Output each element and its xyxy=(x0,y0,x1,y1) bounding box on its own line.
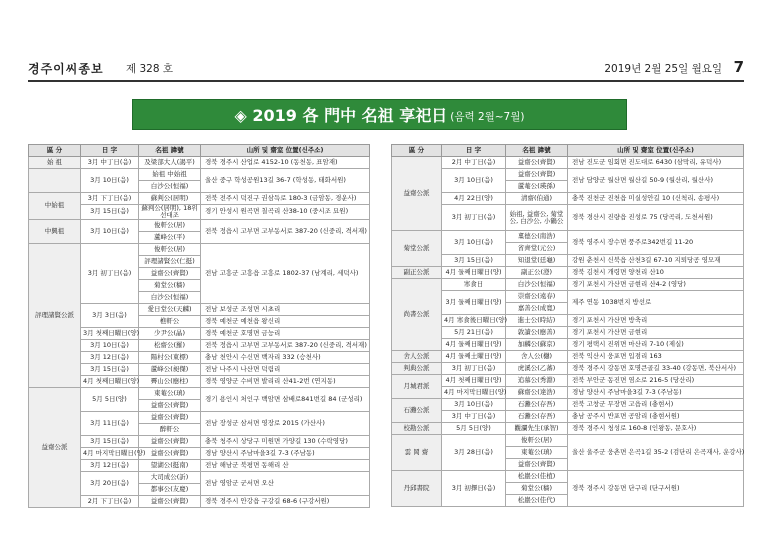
location-cell: 전북 전주시 덕진구 권삼득로 180-3 (금암동, 경운사) xyxy=(201,193,370,205)
location-cell: 전남 영암군 군서면 오산 xyxy=(201,471,370,495)
group-cell: 月城君派 xyxy=(392,375,442,399)
table-row xyxy=(392,327,744,339)
group-cell: 雲 岡 齋 xyxy=(392,435,442,471)
name-cell: 菊堂公(穡) xyxy=(506,483,568,495)
date-cell: 4月 둘째土曜日(양) xyxy=(442,351,506,363)
table-row xyxy=(392,315,744,327)
name-cell: 蘆峰公(平) xyxy=(139,231,201,243)
table-row xyxy=(392,423,744,435)
name-cell: 白沙公(恒福) xyxy=(139,291,201,303)
table-row xyxy=(29,205,370,220)
table-row xyxy=(29,243,370,255)
name-cell: 蘆菴公(瑛孫) xyxy=(506,181,568,193)
name-cell: 副正公(澄) xyxy=(506,267,568,279)
date-cell: 3月 10日(음) xyxy=(442,399,506,411)
location-cell: 경북 경주시 청성로 160-8 (인왕동, 문호사) xyxy=(568,423,744,435)
location-cell: 경기 용인시 처인구 백암면 삼배로841번길 84 (군성리) xyxy=(201,387,370,411)
date-cell: 2月 中丁日(음) xyxy=(442,157,506,169)
location-cell: 경북 영양군 수비면 발리리 산41-2번 (연지동) xyxy=(201,375,370,387)
table-row xyxy=(29,411,370,423)
name-cell: 虎溪公(乙蕃) xyxy=(506,363,568,375)
table-row xyxy=(29,157,370,169)
date-cell: 3月 15日(음) xyxy=(442,255,506,267)
group-cell: 舍人公派 xyxy=(392,351,442,363)
location-cell: 경기 포천시 가산면 금현리 산4-2 (영당) xyxy=(568,279,744,291)
table-row xyxy=(29,387,370,399)
name-cell: 觀瀾先生(承智) xyxy=(506,423,568,435)
location-cell: 충남 공주시 반포면 공암리 (충현서원) xyxy=(568,411,744,423)
table-row xyxy=(392,255,744,267)
group-cell: 副正公派 xyxy=(392,267,442,279)
date-cell: 3月 初丁日(음) xyxy=(442,363,506,375)
page-number: 7 xyxy=(733,58,744,76)
name-cell: 醉軒公 xyxy=(139,423,201,435)
column-header-name: 名祖 諱號 xyxy=(506,145,568,157)
table-row xyxy=(392,375,744,387)
date-cell: 3月 3日(음) xyxy=(81,303,139,327)
table-row xyxy=(392,399,744,411)
table-row xyxy=(392,231,744,243)
date-cell: 5月 5日(양) xyxy=(81,387,139,411)
date-cell: 3月 둘째日曜日(양) xyxy=(442,291,506,315)
table-row xyxy=(392,471,744,483)
page-subtitle: (음력 2월~7월) xyxy=(450,110,525,123)
location-cell: 전북 부안군 동진면 염소로 216-5 (당산리) xyxy=(568,375,744,387)
group-cell: 丹邱書院 xyxy=(392,471,442,507)
table-row xyxy=(392,169,744,181)
name-cell: 白沙公(恒福) xyxy=(506,279,568,291)
name-cell: 大司成公(訢) xyxy=(139,471,201,483)
group-cell: 尚書公派 xyxy=(392,279,442,351)
table-row xyxy=(29,303,370,315)
date-cell: 3月 12日(음) xyxy=(81,459,139,471)
date-cell: 3月 初擇日(음) xyxy=(442,471,506,507)
name-cell: 省齊堂(元公) xyxy=(506,243,568,255)
table-row xyxy=(29,375,370,387)
location-cell: 경북 경주시 산업로 4152-10 (동천동, 표암재) xyxy=(201,157,370,169)
location-cell: 전남 나주시 나산면 덕림리 xyxy=(201,363,370,375)
group-cell: 判典公派 xyxy=(392,363,442,375)
table-row xyxy=(392,387,744,399)
name-cell: 霽山公(應柱) xyxy=(139,375,201,387)
column-header-group: 區 分 xyxy=(29,145,81,157)
name-cell: 敦讀公(應善) xyxy=(506,327,568,339)
table-row xyxy=(392,291,744,303)
name-cell: 東菴公(瑱) xyxy=(139,387,201,399)
location-cell: 경기 포천시 가산면 금현리 xyxy=(568,327,744,339)
group-cell: 校勘公派 xyxy=(392,423,442,435)
name-cell: 蘇判公(居明) xyxy=(139,193,201,205)
name-cell: 益齋公(齊賢) xyxy=(139,411,201,423)
table-row xyxy=(29,363,370,375)
date-cell: 3月 中丁日(음) xyxy=(442,411,506,423)
group-cell: 石灘公派 xyxy=(392,399,442,423)
location-cell: 전북 고창군 무장면 고읍리 (충현서) xyxy=(568,399,744,411)
date-cell: 3月 10日(음) xyxy=(81,219,139,243)
location-cell: 울산 중구 학성공원13길 36-7 (학성동, 태화서원) xyxy=(201,169,370,193)
location-cell: 경기 평택시 진위면 마산리 7-10 (제실) xyxy=(568,339,744,351)
name-cell: 清齋(伯通) xyxy=(506,193,568,205)
masthead xyxy=(28,58,744,80)
name-cell: 知退堂(廷龜) xyxy=(506,255,568,267)
name-cell: 菊堂公(穡) xyxy=(139,279,201,291)
date-cell: 3月 10日(음) xyxy=(442,231,506,255)
name-cell: 蘇判公(居明), 18위 선대조 xyxy=(139,205,201,220)
table-row xyxy=(29,193,370,205)
date-cell: 4月 寒食後日曜日(양) xyxy=(442,315,506,327)
date-cell: 3月 初丁日(음) xyxy=(442,205,506,231)
name-cell: 愛日堂公(天麟) xyxy=(139,303,201,315)
date-cell: 4月 첫째日曜日(양) xyxy=(442,375,506,387)
page-title: ◈ 2019 各 門中 名祖 享祀日 xyxy=(234,106,448,125)
date-cell: 4月 둘째日曜日(양) xyxy=(442,267,506,279)
name-cell: 俊軒公(居) xyxy=(506,435,568,447)
name-cell: 進士公(時結) xyxy=(506,315,568,327)
table-row xyxy=(29,447,370,459)
column-header-date: 日 字 xyxy=(442,145,506,157)
date-cell: 4月 마지막日曜日(양) xyxy=(81,447,139,459)
name-cell: 益齋公(齊賢) xyxy=(506,459,568,471)
date-cell: 3月 15日(음) xyxy=(81,363,139,375)
header-rule xyxy=(28,80,744,82)
name-cell: 舍人公(樾) xyxy=(506,351,568,363)
table-row xyxy=(392,193,744,205)
name-cell: 望湖公(挺南) xyxy=(139,459,201,471)
location-cell: 전남 보성군 조성면 시초리 xyxy=(201,303,370,315)
table-row xyxy=(29,495,370,507)
name-cell: 益齋公(齊賢) xyxy=(506,169,568,181)
date-cell: 3月 10日(음) xyxy=(81,169,139,193)
location-cell: 경남 양산시 주남마을3길 7-3 (주남동) xyxy=(568,387,744,399)
name-cell: 松巖公(佳代) xyxy=(506,495,568,507)
name-cell: 及梁部大人(謁平) xyxy=(139,157,201,169)
name-cell: 追慕公(秀淵) xyxy=(506,375,568,387)
name-cell: 蘇齋公(達浩) xyxy=(506,387,568,399)
group-cell: 菊堂公派 xyxy=(392,231,442,267)
table-row xyxy=(392,279,744,291)
date-cell: 4月 첫째日曜日(양) xyxy=(81,375,139,387)
group-cell: 評理諸賢公派 xyxy=(29,243,81,387)
name-cell: 益齋公(齊賢) xyxy=(506,157,568,169)
location-cell: 경북 경주시 강동면 단구리 (단구서원) xyxy=(568,471,744,507)
name-cell: 益齋公(齊賢) xyxy=(139,399,201,411)
name-cell: 嘉善公(成寬) xyxy=(506,303,568,315)
location-cell: 경북 경주시 안강읍 구강길 68-6 (구강서원) xyxy=(201,495,370,507)
name-cell: 崇齋公(遠春) xyxy=(506,291,568,303)
location-cell: 경북 경산시 진량읍 진성로 75 (당곡리, 도천서원) xyxy=(568,205,744,231)
location-cell: 경북 영주시 장수면 풍주로342번길 11-20 xyxy=(568,231,744,255)
name-cell: 蘆峰公(昶傑) xyxy=(139,363,201,375)
table-row xyxy=(392,205,744,231)
date-cell: 3月 첫째日曜日(양) xyxy=(81,327,139,339)
location-cell: 전남 고흥군 고흥읍 고흥로 1802-37 (남계리, 세덕사) xyxy=(201,243,370,303)
name-cell: 石灘公(存吾) xyxy=(506,411,568,423)
schedule-table-left xyxy=(28,144,370,508)
location-cell: 경북 예천군 호명면 금능리 xyxy=(201,327,370,339)
group-cell: 中始祖 xyxy=(29,193,81,220)
date-cell: 寒食日 xyxy=(442,279,506,291)
location-cell: 전북 정읍시 고부면 고부동서로 387-20 (신중리, 격서재) xyxy=(201,219,370,243)
date-cell: 3月 20日(음) xyxy=(81,471,139,495)
date-cell: 4月 둘째日曜日(양) xyxy=(442,339,506,351)
name-cell: 少尹公(晶) xyxy=(139,327,201,339)
date-cell: 5月 21日(음) xyxy=(442,327,506,339)
title-banner xyxy=(132,99,627,130)
column-header-location: 山所 및 齋室 位置(신주소) xyxy=(568,145,744,157)
table-header-row xyxy=(29,145,370,157)
group-cell: 益齋公派 xyxy=(392,157,442,231)
name-cell: 益齋公(齊賢) xyxy=(139,435,201,447)
newspaper-name: 경주이씨종보 xyxy=(28,62,104,76)
location-cell: 경북 김천시 개령면 양천리 산10 xyxy=(568,267,744,279)
group-cell: 始 祖 xyxy=(29,157,81,169)
location-cell: 전남 담양군 월산면 월산길 50-9 (월산리, 월산사) xyxy=(568,169,744,193)
table-header-row xyxy=(392,145,744,157)
name-cell: 東菴公(瑱) xyxy=(506,447,568,459)
table-row xyxy=(392,267,744,279)
name-cell: 評理諸賢公(仁挺) xyxy=(139,255,201,267)
table-row xyxy=(29,471,370,483)
location-cell: 강원 춘천시 신북읍 산천3길 67-10 지퇴당공 영모재 xyxy=(568,255,744,267)
name-cell: 陽村公(東標) xyxy=(139,351,201,363)
name-cell: 始祖 中始祖 xyxy=(139,169,201,181)
location-cell: 전남 장성군 삼서면 영장로 2015 (가산사) xyxy=(201,411,370,435)
location-cell: 경기 포천시 가산면 방축리 xyxy=(568,315,744,327)
name-cell: 加麟公(蘇京) xyxy=(506,339,568,351)
date-cell: 3月 10日(음) xyxy=(81,339,139,351)
location-cell: 경북 경주시 강동면 호명큰골길 33-40 (강동면, 북산서사) xyxy=(568,363,744,375)
table-row xyxy=(29,435,370,447)
table-row xyxy=(29,169,370,181)
date-cell: 4月 마지막日曜日(양) xyxy=(442,387,506,399)
date-cell: 3月 10日(음) xyxy=(442,169,506,193)
table-row xyxy=(29,327,370,339)
name-cell: 益齋公(齊賢) xyxy=(139,267,201,279)
location-cell: 제주 연동 1038번지 방선로 xyxy=(568,291,744,315)
table-row xyxy=(392,411,744,423)
name-cell: 稟德公(南浩) xyxy=(506,231,568,243)
schedule-table-right xyxy=(391,144,744,507)
location-cell: 울산 울주군 웅촌면 은곡1길 35-2 (검단리 은곡재사, 운강사) xyxy=(568,435,744,471)
date-cell: 3月 下丁日(음) xyxy=(81,193,139,205)
name-cell: 益齋公(齊賢) xyxy=(139,495,201,507)
date-cell: 3月 15日(음) xyxy=(81,205,139,220)
date-cell: 3月 15日(음) xyxy=(81,435,139,447)
name-cell: 益齋公(齊賢) xyxy=(139,447,201,459)
name-cell: 松巖公(佳植) xyxy=(506,471,568,483)
column-header-date: 日 字 xyxy=(81,145,139,157)
group-cell: 益齋公派 xyxy=(29,387,81,507)
location-cell: 경기 안성시 원곡면 칠곡리 산38-10 (중시조 묘원) xyxy=(201,205,370,220)
table-row xyxy=(29,351,370,363)
column-header-group: 區 分 xyxy=(392,145,442,157)
table-row xyxy=(392,351,744,363)
group-cell xyxy=(29,169,81,193)
date-cell: 5月 5日(양) xyxy=(442,423,506,435)
date-cell: 3月 初丁日(음) xyxy=(81,243,139,303)
table-row xyxy=(392,435,744,447)
location-cell: 경북 예천군 예천읍 왕신리 xyxy=(201,315,370,327)
table-row xyxy=(29,219,370,231)
table-row xyxy=(29,459,370,471)
name-cell: 都事公(友慶) xyxy=(139,483,201,495)
location-cell: 전북 정읍시 고부면 고부동서로 387-20 (신중리, 격서재) xyxy=(201,339,370,351)
date-cell: 3月 28日(음) xyxy=(442,435,506,471)
name-cell: 樵軒公 xyxy=(139,315,201,327)
name-cell: 俊軒公(居) xyxy=(139,219,201,231)
name-cell: 始祖, 益齋公, 菊堂公, 白沙公, 小鶴公 xyxy=(506,205,568,231)
group-cell: 中興祖 xyxy=(29,219,81,243)
date-cell: 3月 12日(음) xyxy=(81,351,139,363)
name-cell: 白沙公(恒福) xyxy=(139,181,201,193)
date-cell: 2月 下丁日(음) xyxy=(81,495,139,507)
table-row xyxy=(392,363,744,375)
name-cell: 俊軒公(居) xyxy=(139,243,201,255)
location-cell: 전남 해남군 북평면 동해리 산 xyxy=(201,459,370,471)
location-cell: 충북 청주시 상당구 미원면 가양길 130 (수락영당) xyxy=(201,435,370,447)
location-cell: 전북 익산시 웅포면 입점리 163 xyxy=(568,351,744,363)
date-cell: 4月 22日(양) xyxy=(442,193,506,205)
column-header-location: 山所 및 齋室 位置(신주소) xyxy=(201,145,370,157)
name-cell: 石灘公(存吾) xyxy=(506,399,568,411)
date-cell: 3月 11日(음) xyxy=(81,411,139,435)
column-header-name: 名祖 諱號 xyxy=(139,145,201,157)
table-row xyxy=(392,339,744,351)
name-cell: 松齋公(羅) xyxy=(139,339,201,351)
table-row xyxy=(29,339,370,351)
location-cell: 충남 천안시 수신면 백자리 332 (승천사) xyxy=(201,351,370,363)
location-cell: 전남 진도군 임회면 진도대로 6430 (삼막리, 유덕사) xyxy=(568,157,744,169)
date-cell: 3月 中丁日(음) xyxy=(81,157,139,169)
issue-date: 2019년 2월 25일 월요일 xyxy=(604,63,722,75)
issue-number: 제 328 호 xyxy=(126,63,174,75)
table-row xyxy=(392,157,744,169)
location-cell: 경남 양산시 주남마을3길 7-3 (주남동) xyxy=(201,447,370,459)
location-cell: 충북 진천군 진천읍 미실성안길 10 (신척리, 송평사) xyxy=(568,193,744,205)
